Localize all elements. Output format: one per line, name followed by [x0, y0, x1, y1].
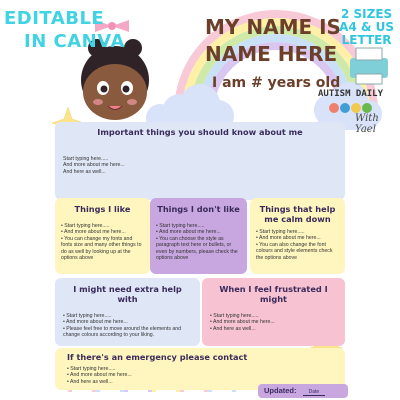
text-line[interactable]: Start typing here..... [63, 156, 109, 162]
text-line[interactable]: • Start typing here..... [67, 366, 333, 372]
sizes-line-1: 2 SIZES [340, 7, 393, 21]
text-line[interactable]: And here as well... [63, 168, 106, 175]
title-line-1: MY NAME IS [205, 15, 341, 39]
text-line[interactable]: • You can change my fonts and fonts size and many other things to do as well by looking up at the options above [61, 236, 144, 262]
text-line[interactable]: • You can also change the font colours and style elements check the options above [256, 242, 339, 261]
card-important-title: Important things you should know about me [97, 127, 303, 137]
card-frustrated-title: When I feel frustrated I might [219, 284, 328, 304]
card-dislikes-title: Things I don't like [157, 204, 240, 214]
card-likes-title: Things I like [74, 204, 131, 214]
text-line[interactable]: • Start typing here..... [63, 313, 192, 319]
card-important-lines [63, 156, 337, 175]
text-line[interactable]: • Start typing here..... [210, 313, 337, 319]
card-dislikes[interactable] [150, 198, 247, 274]
name-field[interactable]: NAME HERE [205, 42, 338, 66]
promo-line-1: EDITABLE [4, 8, 105, 29]
sizes-line-2: A4 & US [339, 20, 394, 34]
printer-icon [350, 48, 388, 84]
text-line[interactable]: • And more about me here... [210, 319, 337, 325]
text-line[interactable]: • Start typing here..... [156, 223, 241, 229]
card-extra-help-title: I might need extra help with [73, 284, 182, 304]
card-emergency-title: If there's an emergency please contact [67, 352, 248, 362]
sizes-line-3: LETTER [341, 33, 392, 47]
brand-tagline: With Yael [355, 113, 379, 135]
age-text[interactable]: I am # years old [212, 75, 341, 91]
brand-name: AUTISM DAILY [318, 89, 384, 99]
text-line[interactable]: • And more about me here... [156, 229, 241, 235]
card-calm[interactable] [250, 198, 345, 274]
sizes-badge [339, 8, 394, 47]
card-calm-title: Things that help me calm down [259, 204, 336, 224]
text-line[interactable]: • Start typing here..... [61, 223, 144, 229]
text-line[interactable]: And more about me here... [63, 162, 125, 169]
card-extra-help[interactable] [55, 278, 200, 346]
text-line[interactable]: • And more about me here... [256, 235, 339, 241]
updated-box[interactable] [258, 384, 348, 398]
updated-label: Updated: [264, 386, 297, 395]
text-line[interactable]: • And more about me here... [63, 319, 192, 325]
text-line[interactable]: • Start typing here..... [256, 229, 339, 235]
promo-line-2: IN CANVA [24, 31, 125, 52]
text-line[interactable]: • And more about me here... [67, 372, 333, 378]
text-line[interactable]: • And here as well... [210, 326, 337, 332]
date-field[interactable]: Date [303, 389, 326, 396]
text-line[interactable]: • And more about me here... [61, 229, 144, 235]
card-likes[interactable] [55, 198, 150, 274]
card-important[interactable] [55, 122, 345, 200]
text-line[interactable]: • Please feel free to move around the elements and change colours according to your liking. [63, 326, 192, 339]
text-line[interactable]: • And here as well... [67, 379, 333, 385]
text-line[interactable]: • You can choose the style as paragraph text here or bullets, or even by numbers, please check the options above [156, 236, 241, 262]
card-frustrated[interactable] [202, 278, 345, 346]
